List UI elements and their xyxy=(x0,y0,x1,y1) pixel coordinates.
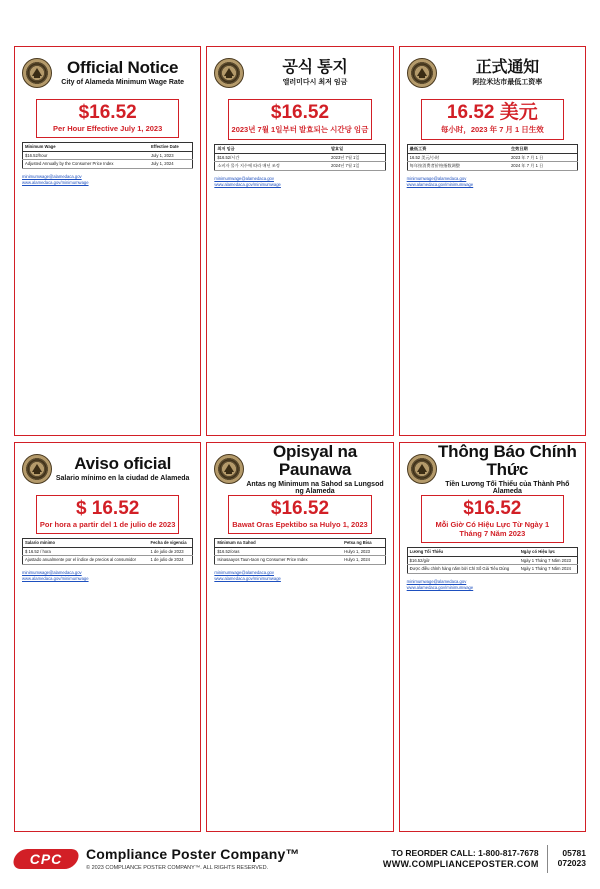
rate-box xyxy=(421,99,564,140)
copyright: © 2023 COMPLIANCE POSTER COMPANY™. ALL RIGHTS RESERVED. xyxy=(86,864,269,871)
rate-amount: $16.52 xyxy=(78,102,137,123)
contact-block xyxy=(22,570,193,581)
rate-effective: Por hora a partir del 1 de julio de 2023 xyxy=(39,519,176,529)
table-header: Ngày có Hiệu lực xyxy=(519,547,578,556)
logo-text: CPC xyxy=(29,851,63,867)
table-cell: Được điều chỉnh hàng năm bởi Chỉ Số Giá Tiêu Dùng xyxy=(407,565,519,574)
wage-table xyxy=(22,538,193,565)
notice-panel xyxy=(14,46,201,436)
contact-email[interactable]: minimumwage@alamedaca.gov xyxy=(406,175,467,181)
contact-website[interactable]: www.alamedaca.gov/minimumwage xyxy=(214,181,281,187)
table-cell: 16.52 美元/小时 xyxy=(407,153,509,162)
notice-panel xyxy=(399,442,586,832)
contact-block xyxy=(214,570,385,581)
panel-body xyxy=(214,144,385,187)
table-cell: 2024 年 7 月 1 日 xyxy=(509,162,578,171)
table-row xyxy=(407,556,577,565)
brand-block xyxy=(86,847,300,870)
table-row xyxy=(407,162,577,171)
panel-title-block xyxy=(244,443,385,495)
table-cell: 2023 年 7 月 1 日 xyxy=(509,153,578,162)
table-cell: Isinasaayos Taun-taon ng Consumer Price Index xyxy=(215,556,342,565)
table-cell: July 1, 2023 xyxy=(149,151,193,160)
panel-title-block xyxy=(437,60,578,86)
table-cell: $16.52/hour xyxy=(23,151,150,160)
notice-panel xyxy=(14,442,201,832)
wage-table xyxy=(407,547,578,574)
table-header: Salario mínimo xyxy=(23,538,149,547)
panel-body xyxy=(22,142,193,185)
table-row xyxy=(23,547,193,556)
contact-website[interactable]: www.alamedaca.gov/minimumwage xyxy=(22,179,89,185)
table-cell: 1 de julio de 2023 xyxy=(149,547,193,556)
table-cell: July 1, 2024 xyxy=(149,160,193,169)
wage-table xyxy=(407,144,578,171)
rate-effective: Per Hour Effective July 1, 2023 xyxy=(53,123,163,133)
panel-subtitle: 阿拉米达市最低工资率 xyxy=(472,78,543,86)
table-cell: Ngày 1 Tháng 7 Năm 2023 xyxy=(519,556,578,565)
panel-body xyxy=(407,144,578,187)
rate-box xyxy=(36,495,179,534)
table-cell: Hulyo 1, 2024 xyxy=(342,556,385,565)
footer-bar xyxy=(14,839,586,879)
table-cell: 2023년 7월 1일 xyxy=(329,153,385,162)
notice-panel xyxy=(206,442,393,832)
panel-title: Opisyal na Paunawa xyxy=(273,442,357,479)
table-header: 最低工资 xyxy=(407,144,509,153)
table-cell: 1 de julio de 2024 xyxy=(149,556,193,565)
rate-amount: $16.52 xyxy=(270,498,330,519)
divider xyxy=(547,845,548,873)
contact-email[interactable]: minimumwage@alamedaca.gov xyxy=(406,578,467,584)
city-seal-icon xyxy=(22,454,52,484)
rate-box xyxy=(421,495,564,543)
table-cell: Hulyo 1, 2023 xyxy=(342,547,385,556)
city-seal-icon xyxy=(214,454,244,484)
table-cell: $16.52/시간 xyxy=(215,153,329,162)
rate-effective: Bawat Oras Epektibo sa Hulyo 1, 2023 xyxy=(232,519,368,529)
panel-title-block xyxy=(244,60,385,86)
table-cell: $ 16.52 / hora xyxy=(23,547,149,556)
contact-block xyxy=(407,176,578,187)
contact-email[interactable]: minimumwage@alamedaca.gov xyxy=(214,569,274,575)
table-row xyxy=(215,153,385,162)
city-seal-icon xyxy=(407,58,437,88)
contact-website[interactable]: www.alamedaca.gov/minimumwage xyxy=(406,584,474,590)
panel-title-block xyxy=(52,455,193,482)
contact-website[interactable]: www.alamedaca.gov/minimumwage xyxy=(406,181,474,187)
panel-title: Aviso oficial xyxy=(74,454,172,474)
rate-amount: $16.52 xyxy=(463,498,522,519)
panel-subtitle: Tiền Lương Tối Thiểu của Thành Phố Alameda xyxy=(445,480,570,495)
contact-email[interactable]: minimumwage@alamedaca.gov xyxy=(22,173,82,179)
table-row xyxy=(23,160,193,169)
panel-body xyxy=(407,547,578,590)
panel-title: Official Notice xyxy=(67,58,179,78)
poster-date-code: 072023 xyxy=(557,858,586,868)
panel-title-block xyxy=(437,443,578,495)
rate-amount: $ 16.52 xyxy=(75,498,140,519)
panel-title-block xyxy=(52,59,193,86)
table-header: 발효일 xyxy=(329,144,385,153)
reorder-website[interactable]: WWW.COMPLIANCEPOSTER.COM xyxy=(382,858,539,869)
poster-codes xyxy=(558,849,586,869)
contact-block xyxy=(22,174,193,185)
rate-effective: 2023년 7월 1일부터 발효되는 시간당 임금 xyxy=(231,124,369,134)
table-header: 최저 임금 xyxy=(215,144,329,153)
contact-email[interactable]: minimumwage@alamedaca.gov xyxy=(22,569,82,575)
city-seal-icon xyxy=(214,58,244,88)
table-cell: 每年按消费者价格指数调整 xyxy=(407,162,509,171)
table-row xyxy=(407,153,577,162)
table-header: 生效日期 xyxy=(509,144,578,153)
panel-subtitle: City of Alameda Minimum Wage Rate xyxy=(61,79,185,87)
contact-block xyxy=(214,176,385,187)
city-seal-icon xyxy=(407,454,437,484)
panel-subtitle: Salario mínimo en la ciudad de Alameda xyxy=(55,475,190,483)
panel-title: Thông Báo Chính Thức xyxy=(438,442,577,479)
table-row xyxy=(215,556,385,565)
table-header: Effective Date xyxy=(149,142,193,151)
table-header: Minimum na Sahod xyxy=(215,538,342,547)
table-header: Petsa ng Bisa xyxy=(342,538,385,547)
panel-header xyxy=(214,53,385,93)
brand-name: Compliance Poster Company™ xyxy=(86,846,300,863)
cpc-logo xyxy=(14,848,78,870)
panel-title: 공식 통지 xyxy=(282,58,348,76)
table-header: Fecha de vigencia xyxy=(149,538,193,547)
contact-website[interactable]: www.alamedaca.gov/minimumwage xyxy=(214,575,281,581)
table-cell: 소비자 물가 지수에 따라 매년 조정 xyxy=(215,162,329,171)
city-seal-icon xyxy=(22,58,52,88)
panel-body xyxy=(214,538,385,581)
table-row xyxy=(23,151,193,160)
rate-box xyxy=(228,99,371,140)
table-row xyxy=(407,565,577,574)
wage-table xyxy=(214,538,385,565)
table-cell: Adjusted Annually by the Consumer Price Index xyxy=(23,160,150,169)
panel-header xyxy=(407,53,578,93)
panel-header xyxy=(22,449,193,489)
panel-title: 正式通知 xyxy=(475,58,539,76)
wage-table xyxy=(214,144,385,171)
notice-panel xyxy=(399,46,586,436)
table-header: Minimum Wage xyxy=(23,142,150,151)
table-row xyxy=(23,556,193,565)
contact-email[interactable]: minimumwage@alamedaca.gov xyxy=(214,175,274,181)
panel-body xyxy=(22,538,193,581)
reorder-block xyxy=(383,849,539,869)
poster-code: 05781 xyxy=(562,848,586,859)
table-cell: Ngày 1 Tháng 7 Năm 2024 xyxy=(519,565,578,574)
rate-effective: 每小时，2023 年 7 月 1 日生效 xyxy=(440,124,544,134)
panel-header xyxy=(407,442,578,495)
table-cell: $16.52/oras xyxy=(215,547,342,556)
reorder-phone: TO REORDER CALL: 1-800-817-7678 xyxy=(391,847,539,858)
notice-panel xyxy=(206,46,393,436)
table-header: Lương Tối Thiểu xyxy=(407,547,519,556)
table-cell: 2024년 7월 1일 xyxy=(329,162,385,171)
rate-effective: Mỗi Giờ Có Hiệu Lực Từ Ngày 1 Tháng 7 Năm 2023 xyxy=(435,519,550,538)
notice-grid xyxy=(14,46,586,832)
table-row xyxy=(215,162,385,171)
contact-website[interactable]: www.alamedaca.gov/minimumwage xyxy=(22,575,89,581)
wage-table xyxy=(22,142,193,169)
panel-header xyxy=(214,442,385,495)
table-row xyxy=(215,547,385,556)
table-cell: Ajustado anualmente por el índice de precios al consumidor xyxy=(23,556,149,565)
panel-subtitle: Antas ng Minimum na Sahod sa Lungsod ng Alameda xyxy=(246,480,384,495)
rate-amount: $16.52 xyxy=(270,102,330,123)
table-cell: $16.52/giờ xyxy=(407,556,519,565)
panel-header xyxy=(22,53,193,93)
rate-box xyxy=(36,99,179,138)
contact-block xyxy=(407,579,578,590)
rate-box xyxy=(228,495,371,534)
rate-amount: 16.52 美元 xyxy=(446,102,538,123)
panel-subtitle: 앨러미다시 최저 임금 xyxy=(282,78,348,86)
